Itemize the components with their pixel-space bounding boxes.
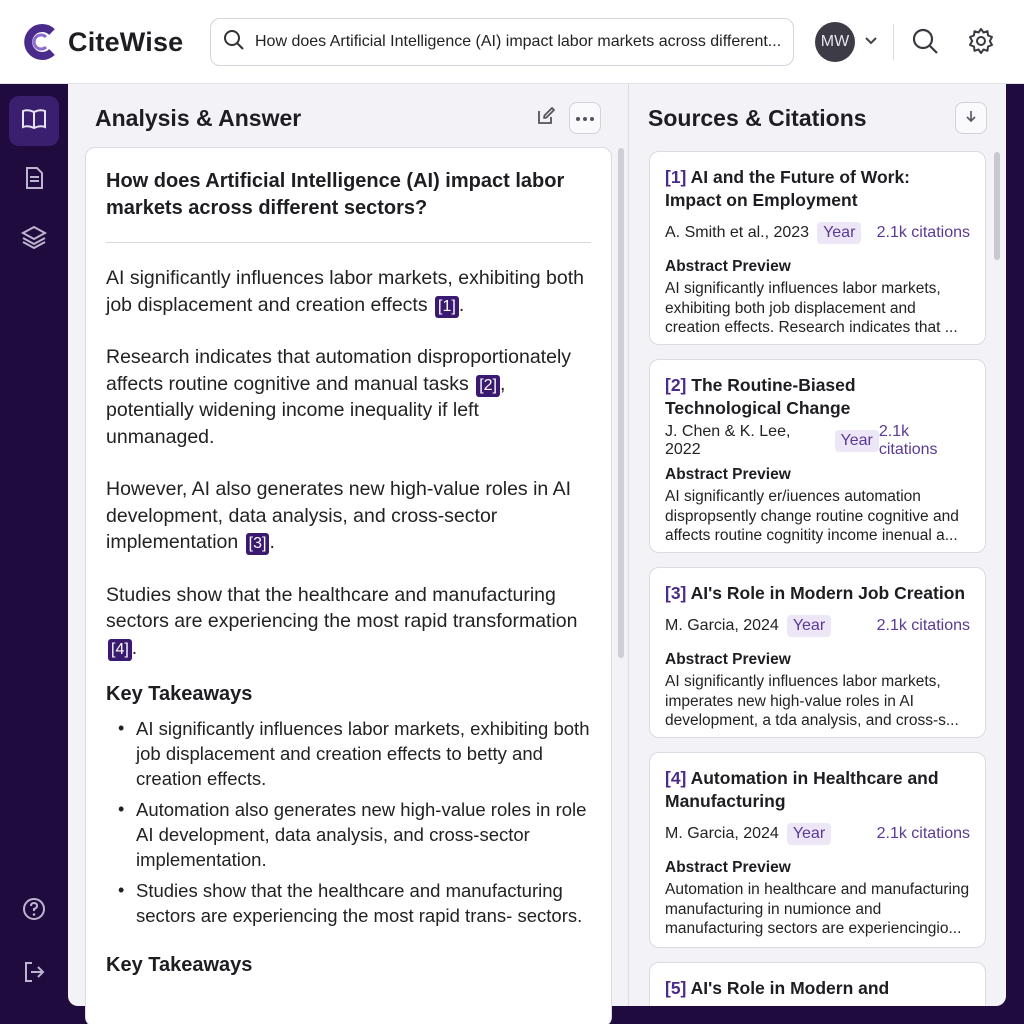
citation-link-1[interactable]: [1] <box>435 296 459 318</box>
paragraph-tail: . <box>458 293 465 316</box>
edit-button[interactable] <box>530 102 562 134</box>
search-bar[interactable] <box>210 18 794 66</box>
paragraph-text: Studies show that the healthcare and manufacturing sectors are experiencing the most rapid transformation <box>106 583 578 632</box>
help-icon <box>21 896 47 927</box>
more-horizontal-icon <box>575 109 595 127</box>
analysis-title: Analysis & Answer <box>95 105 302 131</box>
source-card-5[interactable] <box>649 962 986 1006</box>
avatar[interactable]: MW <box>815 22 855 62</box>
source-title-text: AI's Role in Modern and <box>690 978 890 998</box>
edit-icon <box>535 105 557 132</box>
citation-link-2[interactable]: [2] <box>476 375 500 397</box>
list-item: • Automation also generates new high-value roles in role AI development, data analysis, and cross-sector implementation. <box>116 797 591 872</box>
citation-link-4[interactable]: [4] <box>108 639 132 661</box>
citation-link-3[interactable]: [3] <box>246 533 270 555</box>
source-title[interactable] <box>665 767 970 813</box>
citation-count[interactable]: 2.1k citations <box>878 423 938 458</box>
source-number: [2] <box>665 375 687 395</box>
search-input[interactable]: How does Artificial Intelligence (AI) impact labor markets across different... <box>255 33 782 50</box>
book-icon <box>20 105 48 138</box>
source-number: [3] <box>665 583 687 603</box>
source-meta <box>665 821 970 847</box>
list-item: • Studies show that the healthcare and manufacturing sectors are experiencing the most rapid trans- sectors. <box>116 878 591 928</box>
analysis-pane <box>68 84 628 1006</box>
source-meta <box>665 423 970 458</box>
question-heading: How does Artificial Intelligence (AI) impact labor markets across different sectors? <box>106 170 565 219</box>
divider <box>893 24 894 60</box>
source-authors: A. Smith et al., 2023 <box>665 224 810 241</box>
abstract-label: Abstract Preview <box>665 258 791 275</box>
list-item: • AI significantly influences labor markets, exhibiting both job displacement and creation effects to betty and creation effects. <box>116 716 591 791</box>
source-card-4[interactable] <box>649 752 986 948</box>
citation-count[interactable]: 2.1k citations <box>876 617 970 634</box>
source-meta <box>665 613 970 639</box>
sources-title: Sources & Citations <box>648 105 867 131</box>
answer-paragraph <box>106 582 591 662</box>
divider <box>106 242 591 243</box>
source-number: [4] <box>665 768 687 788</box>
rail-item-documents[interactable] <box>9 155 59 205</box>
source-title-text: The Routine-Biased Technological Change <box>665 375 856 418</box>
citation-count[interactable]: 2.1k citations <box>876 825 970 842</box>
abstract-label: Abstract Preview <box>665 651 791 668</box>
year-badge: Year <box>835 430 879 452</box>
paragraph-tail: . <box>131 636 138 659</box>
source-authors: J. Chen & K. Lee, 2022 <box>665 423 791 458</box>
source-title[interactable] <box>665 374 970 420</box>
sources-scrollbar[interactable] <box>994 152 1000 260</box>
paragraph-text: AI significantly influences labor markets, exhibiting both job displacement and creation effects <box>106 267 584 316</box>
source-authors: M. Garcia, 2024 <box>665 617 779 634</box>
logout-icon <box>21 959 47 990</box>
year-badge: Year <box>817 222 861 244</box>
year-badge: Year <box>787 615 831 637</box>
gear-icon[interactable] <box>966 26 996 56</box>
rail-item-layers[interactable] <box>9 214 59 264</box>
abstract-label: Abstract Preview <box>665 466 791 483</box>
source-card-3[interactable] <box>649 567 986 738</box>
left-rail <box>0 84 68 1024</box>
answer-card <box>85 147 612 1024</box>
abstract-label: Abstract Preview <box>665 859 791 876</box>
source-authors: M. Garcia, 2024 <box>665 825 779 842</box>
source-title-text: AI and the Future of Work: Impact on Employment <box>665 167 911 210</box>
year-badge: Year <box>787 823 831 845</box>
abstract-text: AI significantly er/iuences automation dispropsently change routine cognitive and affects routine cognitity income inenual a... <box>665 488 959 544</box>
paragraph-text: However, AI also generates new high-value roles in AI development, data analysis, and cross-sector implementation <box>106 478 572 553</box>
chevron-down-icon[interactable] <box>862 32 880 50</box>
rail-item-logout[interactable] <box>9 949 59 999</box>
answer-paragraph <box>106 265 591 318</box>
paragraph-text: Research indicates that automation disproportionately affects routine cognitive and manual tasks <box>106 346 572 395</box>
key-takeaways-list <box>106 716 591 928</box>
main-panel <box>68 84 1006 1006</box>
arrow-down-icon <box>963 108 979 129</box>
app-logo[interactable] <box>22 20 183 64</box>
source-title[interactable] <box>665 166 970 212</box>
logo-mark-icon <box>22 23 60 61</box>
source-meta <box>665 220 970 246</box>
sources-pane <box>629 84 1006 1006</box>
source-title[interactable] <box>665 977 970 1000</box>
citation-count[interactable]: 2.1k citations <box>876 224 970 241</box>
source-number: [1] <box>665 167 687 187</box>
answer-paragraph <box>106 344 591 450</box>
source-title-text: Automation in Healthcare and Manufacturing <box>665 768 939 811</box>
app-name: CiteWise <box>68 26 184 57</box>
answer-scrollbar[interactable] <box>618 148 624 658</box>
top-bar <box>0 0 1024 84</box>
source-card-2[interactable] <box>649 359 986 553</box>
source-title-text: AI's Role in Modern Job Creation <box>690 583 966 603</box>
abstract-text: AI significantly influences labor markets, imperates new high-value roles in AI development, a tda analysis, and cross-s... <box>665 673 959 729</box>
layers-icon <box>20 223 48 256</box>
search-icon[interactable] <box>910 26 940 56</box>
key-takeaways-heading: Key Takeaways <box>106 683 253 705</box>
abstract-text: AI significantly influences labor markets, exhibiting both job displacement and creation effects. Research indicates that ... <box>665 280 958 336</box>
source-card-1[interactable] <box>649 151 986 345</box>
rail-item-help[interactable] <box>9 886 59 936</box>
paragraph-tail: . <box>269 531 275 553</box>
more-options-button[interactable] <box>569 102 601 134</box>
search-icon <box>223 29 245 56</box>
sort-button[interactable] <box>955 102 987 134</box>
source-number: [5] <box>665 978 687 998</box>
rail-item-answer[interactable] <box>9 96 59 146</box>
abstract-text: Automation in healthcare and manufacturing manufacturing in numionce and manufacturing sectors are experiencingio... <box>665 881 970 937</box>
key-takeaways-heading: Key Takeaways <box>106 954 253 976</box>
answer-paragraph <box>106 476 591 556</box>
paragraph-tail: , potentially widening income inequality if left unmanaged. <box>106 372 506 448</box>
source-title[interactable] <box>665 582 970 605</box>
document-icon <box>21 165 47 196</box>
